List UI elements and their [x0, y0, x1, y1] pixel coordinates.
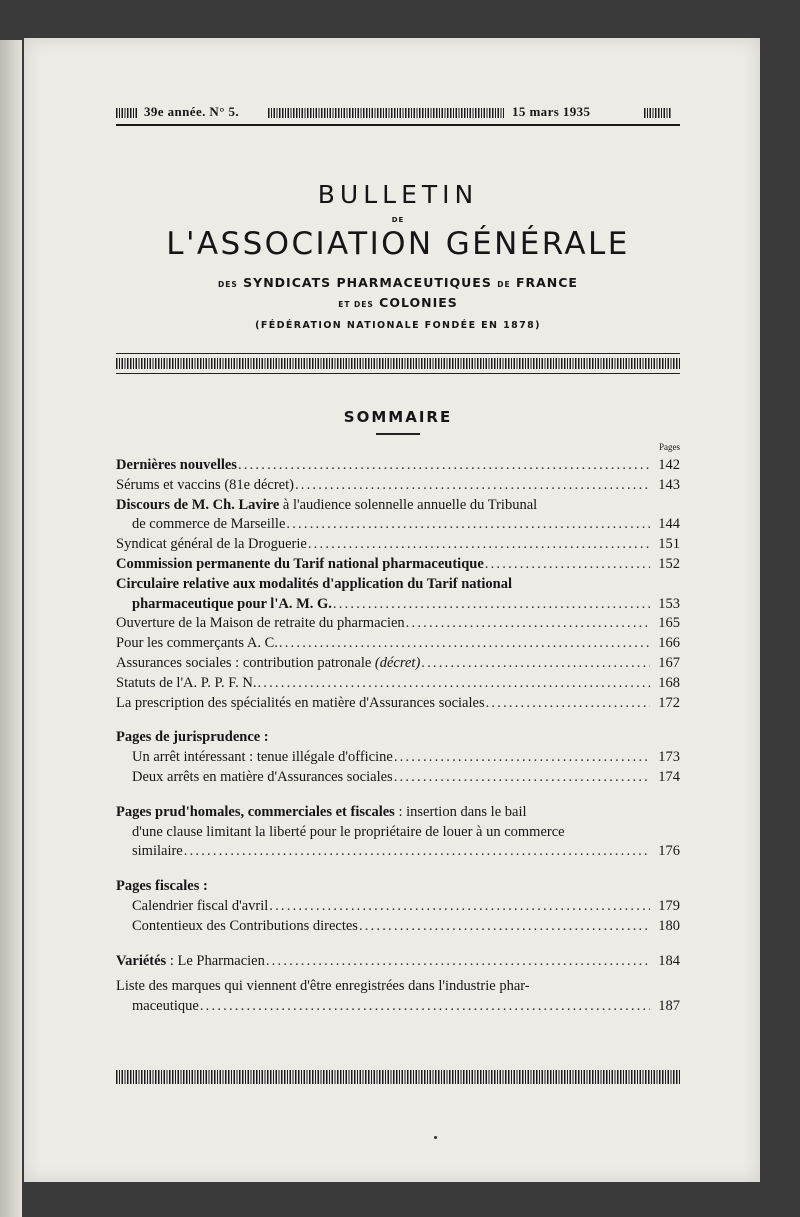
- toc-entry-line: [116, 977, 680, 997]
- toc-entry-page: 153: [658, 595, 680, 612]
- toc-entry: [116, 768, 680, 788]
- title-association: L'ASSOCIATION GÉNÉRALE: [166, 226, 630, 262]
- page-mark: [434, 1136, 437, 1139]
- title-colonies: COLONIES: [379, 295, 458, 310]
- masthead: [116, 102, 680, 122]
- toc-entry-line: [116, 803, 680, 823]
- toc-entry-label: de commerce de Marseille: [132, 516, 286, 533]
- toc-entry-page: 168: [658, 674, 680, 691]
- toc-entry: [116, 674, 680, 694]
- toc-entry-page: 174: [658, 768, 680, 785]
- toc-entry: [116, 595, 680, 615]
- toc-entry-label: Statuts de l'A. P. P. F. N.: [116, 674, 257, 691]
- toc-entry-label: Ouverture de la Maison de retraite du pharmacien: [116, 615, 405, 632]
- toc-entry: [116, 997, 680, 1017]
- toc-entry-page: 184: [658, 952, 680, 969]
- divider-thin-bottom: [116, 373, 680, 374]
- toc-entry: [116, 842, 680, 862]
- toc-section-heading: Pages fiscales :: [116, 878, 208, 895]
- toc-entry-line: [116, 823, 680, 843]
- table-of-contents: [116, 456, 680, 1017]
- toc-entry-page: 165: [658, 615, 680, 632]
- document-page: [24, 38, 760, 1182]
- toc-entry-page: 173: [658, 749, 680, 766]
- toc-entry-page: 176: [658, 843, 680, 860]
- toc-entry-bold: Pages prud'homales, commerciales et fiscales: [116, 803, 395, 820]
- toc-entry-label: pharmaceutique pour l'A. M. G.: [132, 595, 332, 612]
- toc-entry-page: 143: [658, 476, 680, 493]
- toc-entry-label: similaire: [132, 843, 183, 860]
- toc-entry: [116, 535, 680, 555]
- toc-entry: [116, 515, 680, 535]
- toc-entry-line: [116, 575, 680, 595]
- toc-entry-label: La prescription des spécialités en matière d'Assurances sociales: [116, 694, 485, 711]
- toc-entry: [116, 476, 680, 496]
- pages-column-label: Pages: [659, 442, 680, 452]
- toc-entry: [116, 555, 680, 575]
- page-content: [116, 102, 680, 1015]
- title-federation: (FÉDÉRATION NATIONALE FONDÉE EN 1878): [255, 320, 541, 331]
- toc-entry: [116, 897, 680, 917]
- title-de: DE: [391, 216, 405, 224]
- toc-entry-label: Assurances sociales : contribution patronale (décret): [116, 654, 421, 671]
- facing-page-edge: [0, 40, 22, 1217]
- toc-entry-label: Sérums et vaccins (81e décret): [116, 476, 294, 493]
- title-syndicats-text: SYNDICATS PHARMACEUTIQUES: [243, 275, 492, 290]
- toc-entry-label: Deux arrêts en matière d'Assurances sociales: [132, 768, 393, 785]
- toc-entry-label: maceutique: [132, 998, 199, 1015]
- masthead-rule: [116, 124, 680, 126]
- toc-entry-label: Calendrier fiscal d'avril: [132, 897, 269, 914]
- toc-section-heading: Pages de jurisprudence :: [116, 729, 269, 746]
- toc-entry-label: Circulaire relative aux modalités d'application du Tarif national: [116, 575, 512, 592]
- toc-entry-page: 152: [658, 555, 680, 572]
- toc-entry-label: Contentieux des Contributions directes: [132, 917, 358, 934]
- toc-entry-label: d'une clause limitant la liberté pour le propriétaire de louer à un commerce: [132, 823, 565, 840]
- toc-entry-page: 180: [658, 917, 680, 934]
- toc-entry: [116, 614, 680, 634]
- toc-entry-label: Commission permanente du Tarif national pharmaceutique: [116, 555, 484, 572]
- toc-entry-label: à l'audience solennelle annuelle du Tribunal: [282, 496, 538, 513]
- toc-entry: [116, 748, 680, 768]
- sommaire-ornament: [376, 433, 420, 435]
- title-syndicats: [116, 275, 680, 290]
- toc-entry-page: 172: [658, 694, 680, 711]
- toc-entry-bold: Discours de M. Ch. Lavire: [116, 496, 280, 513]
- issue-date: 15 mars 1935: [512, 104, 591, 119]
- toc-entry-page: 167: [658, 654, 680, 671]
- toc-entry-label: Liste des marques qui viennent d'être enregistrées dans l'industrie phar-: [116, 978, 530, 995]
- toc-entry-italic: (décret): [374, 654, 421, 671]
- title-des: DES: [218, 280, 238, 289]
- masthead-ornament-right: [644, 108, 672, 118]
- toc-entry-label: Un arrêt intéressant : tenue illégale d'officine: [132, 749, 393, 766]
- divider-hatched-band: [116, 358, 680, 369]
- issue-number: 39e année. N° 5.: [144, 104, 240, 119]
- toc-entry-page: 179: [658, 897, 680, 914]
- toc-entry-page: 166: [658, 635, 680, 652]
- toc-entry-label: Dernières nouvelles: [116, 457, 237, 473]
- toc-entry-label: Syndicat général de la Droguerie: [116, 536, 307, 553]
- title-colonies-line: [116, 295, 680, 310]
- title-et-des: ET DES: [338, 300, 374, 309]
- toc-entry-line: [116, 496, 680, 516]
- toc-entry-page: 144: [658, 516, 680, 533]
- toc-entry: [116, 694, 680, 714]
- title-bulletin: BULLETIN: [317, 180, 479, 209]
- toc-entry: [116, 654, 680, 674]
- title-france: FRANCE: [515, 275, 578, 290]
- title-de2: DE: [497, 280, 511, 289]
- toc-entry: [116, 952, 680, 972]
- toc-entry: [116, 634, 680, 654]
- toc-entry-page: 142: [658, 457, 680, 473]
- masthead-ornament-center: [268, 108, 504, 118]
- divider-hatched-band-bottom: [116, 1070, 680, 1084]
- sommaire-heading: SOMMAIRE: [343, 408, 453, 426]
- toc-entry-page: 151: [658, 536, 680, 553]
- toc-entry-label: : insertion dans le bail: [398, 803, 527, 820]
- toc-entry-label: Pour les commerçants A. C.: [116, 635, 278, 652]
- toc-entry-page: 187: [658, 998, 680, 1015]
- divider-thin-top: [116, 353, 680, 354]
- toc-entry: [116, 456, 680, 476]
- toc-entry-label: Variétés : Le Pharmacien: [116, 952, 265, 969]
- masthead-ornament-left: [116, 108, 138, 118]
- toc-entry: [116, 917, 680, 937]
